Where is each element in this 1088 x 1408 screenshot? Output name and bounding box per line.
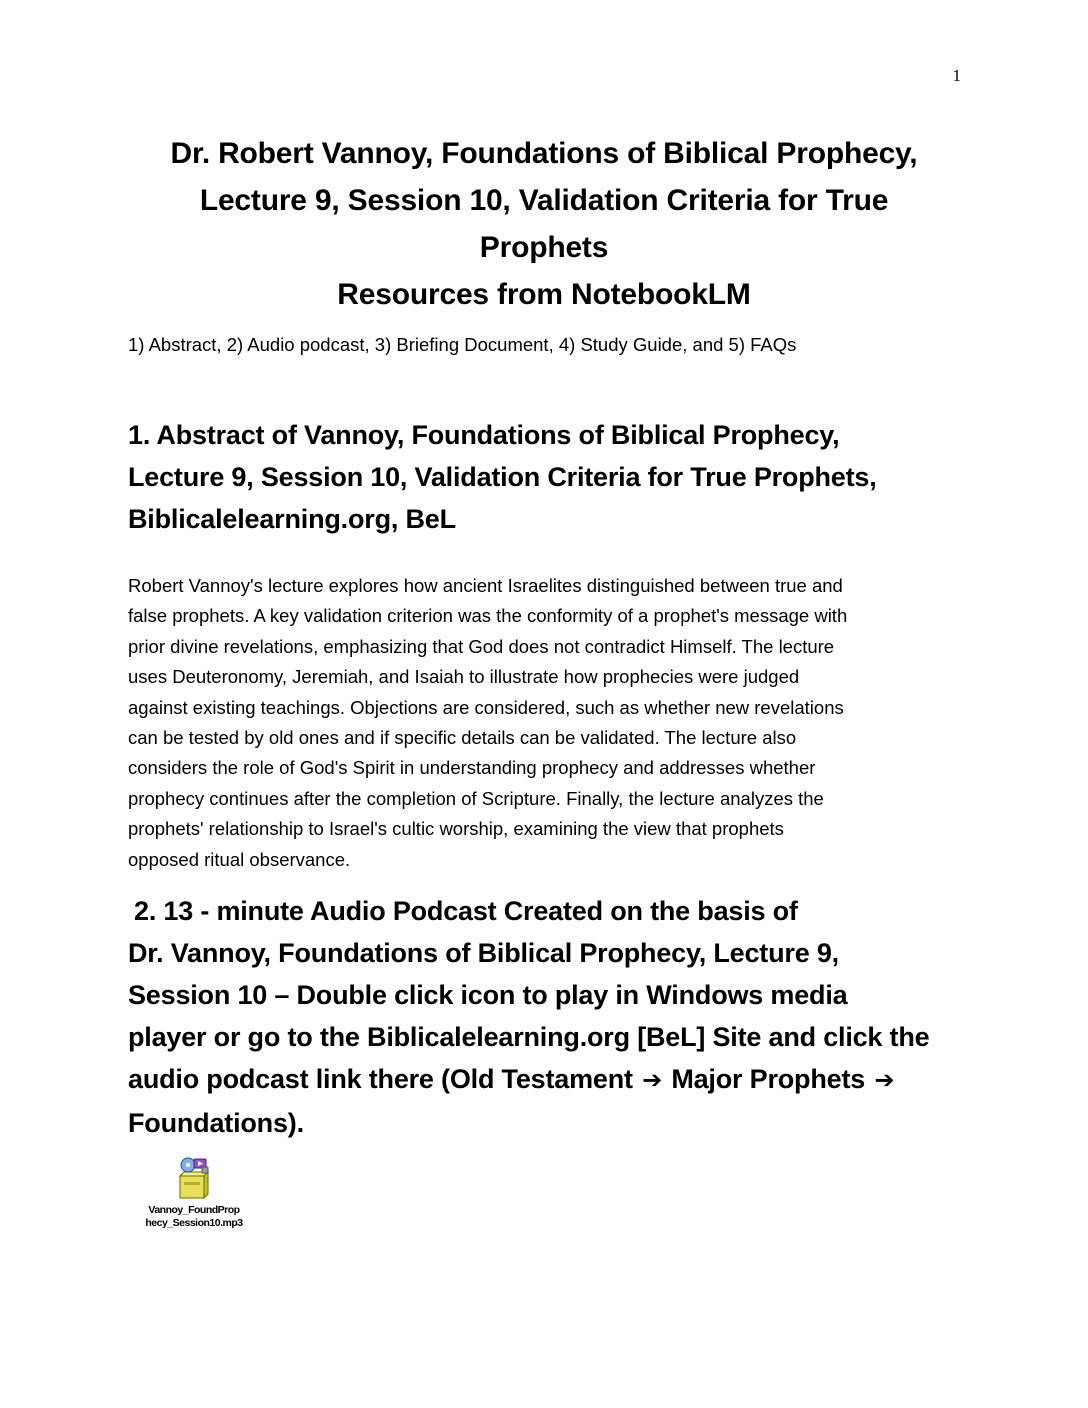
page-number: 1 xyxy=(952,66,961,85)
abstract-heading xyxy=(128,414,968,540)
abstract-body xyxy=(128,571,960,875)
heading-line: Biblicalelearning.org, BeL xyxy=(128,504,456,534)
title-line: Prophets xyxy=(479,231,609,264)
heading-line: Major Prophets xyxy=(671,1064,866,1094)
arrow-right-icon: ➔ xyxy=(874,1067,895,1094)
heading-line: Dr. Vannoy, Foundations of Biblical Prophecy, Lecture 9, xyxy=(128,938,839,968)
audio-podcast-heading xyxy=(128,890,968,1144)
heading-line: Foundations). xyxy=(128,1108,304,1138)
title-line: Dr. Robert Vannoy, Foundations of Biblical Prophecy, xyxy=(170,137,918,170)
heading-line: player or go to the Biblicalelearning.org [BeL] Site and click the xyxy=(128,1022,930,1052)
abstract-line: opposed ritual observance. xyxy=(128,848,351,870)
file-label: Vannoy_FoundProp xyxy=(148,1204,240,1216)
abstract-line: Robert Vannoy's lecture explores how ancient Israelites distinguished between true and xyxy=(128,575,843,596)
title-line: Resources from NotebookLM xyxy=(337,278,751,311)
abstract-line: against existing teachings. Objections are considered, such as whether new revelations xyxy=(128,696,844,718)
abstract-line: can be tested by old ones and if specific details can be validated. The lecture also xyxy=(128,727,797,749)
file-label: hecy_Session10.mp3 xyxy=(145,1217,243,1229)
heading-line: Session 10 – Double click icon to play in Windows media xyxy=(128,980,848,1010)
arrow-right-icon: ➔ xyxy=(642,1067,663,1094)
abstract-line: prophecy continues after the completion of Scripture. Finally, the lecture analyzes the xyxy=(128,787,824,809)
heading-line: audio podcast link there (Old Testament xyxy=(128,1064,633,1094)
heading-line: Lecture 9, Session 10, Validation Criteria for True Prophets, xyxy=(128,462,877,492)
abstract-line: uses Deuteronomy, Jeremiah, and Isaiah to illustrate how prophecies were judged xyxy=(128,666,800,688)
abstract-line: prophets' relationship to Israel's cultic worship, examining the view that prophets xyxy=(128,818,784,840)
audio-file-icon[interactable] xyxy=(174,1156,214,1200)
abstract-line: considers the role of God's Spirit in understanding prophecy and addresses whether xyxy=(128,757,816,779)
title-line: Lecture 9, Session 10, Validation Criteria for True xyxy=(199,184,889,217)
audio-file-attachment[interactable] xyxy=(122,1156,266,1230)
document-title xyxy=(128,130,960,318)
contents-list: 1) Abstract, 2) Audio podcast, 3) Briefing Document, 4) Study Guide, and 5) FAQs xyxy=(128,334,797,355)
heading-line: 2. 13 - minute Audio Podcast Created on the basis of xyxy=(134,896,798,926)
abstract-line: false prophets. A key validation criterion was the conformity of a prophet's message with xyxy=(128,605,848,627)
heading-line: 1. Abstract of Vannoy, Foundations of Biblical Prophecy, xyxy=(128,420,840,450)
abstract-line: prior divine revelations, emphasizing that God does not contradict Himself. The lecture xyxy=(128,635,835,657)
